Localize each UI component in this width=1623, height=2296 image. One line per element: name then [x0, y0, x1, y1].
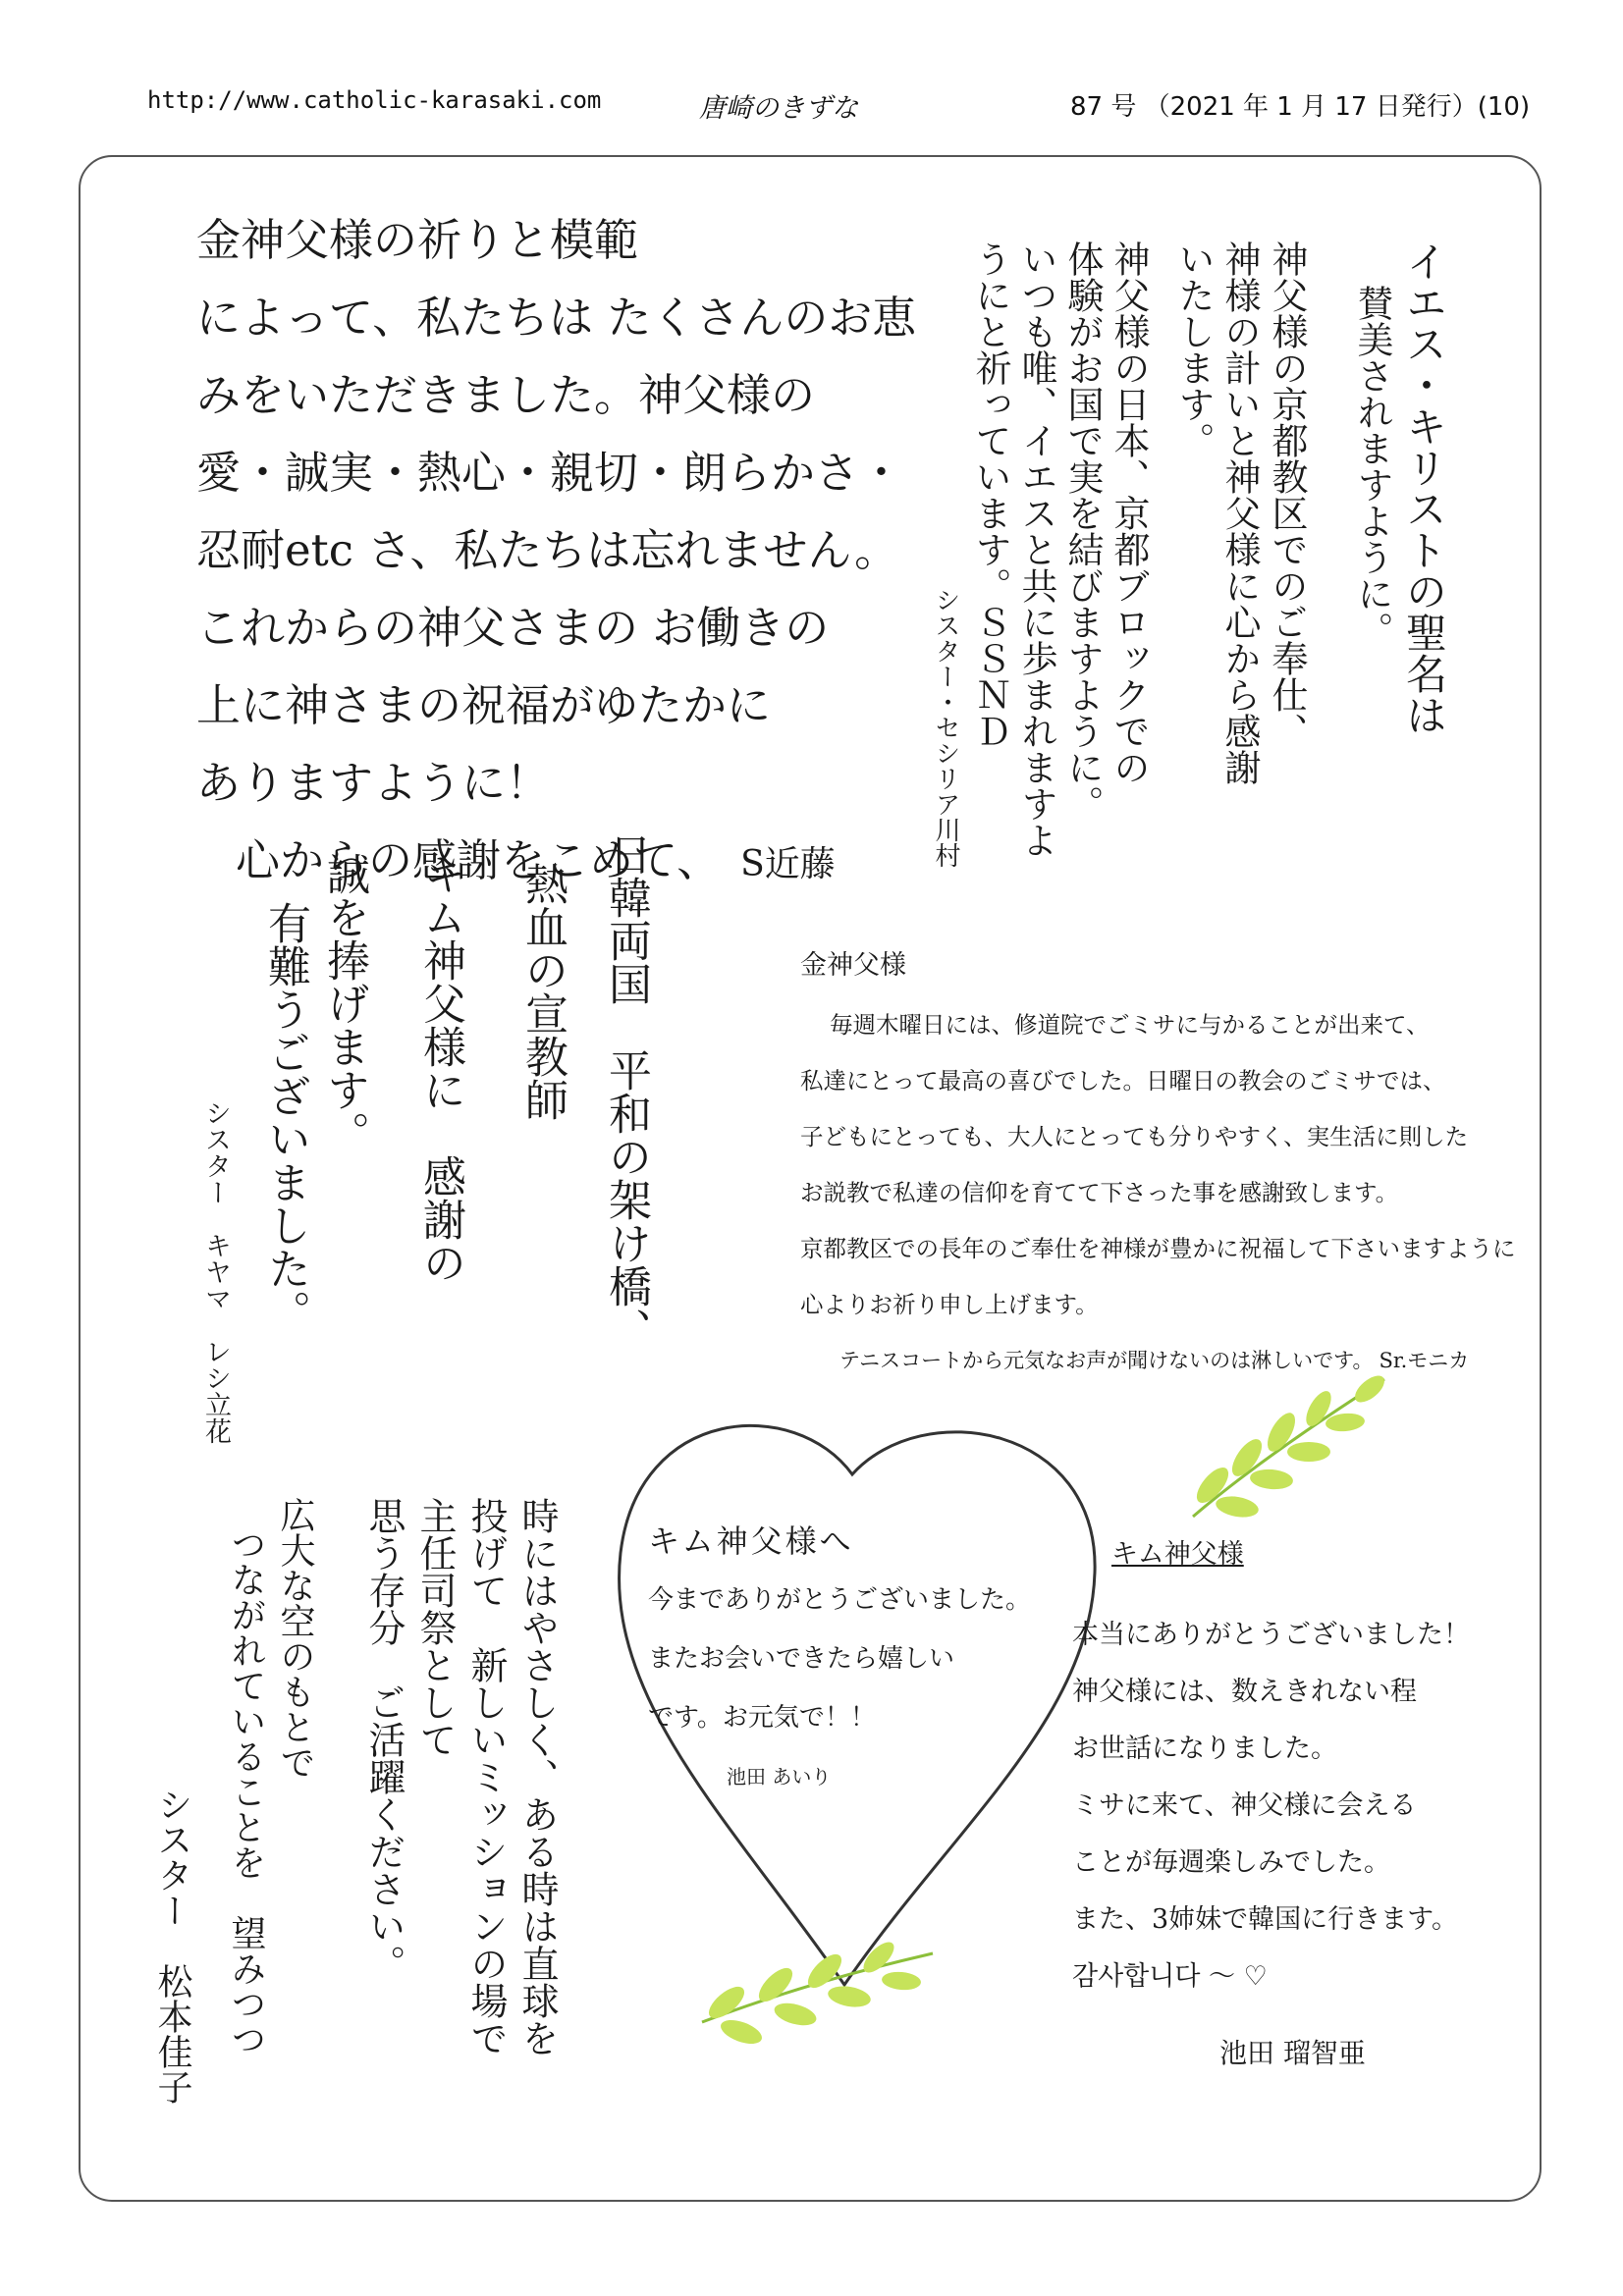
- ssnd-col: 神父様の京都教区でのご奉仕、: [1266, 240, 1308, 749]
- matsumoto-col: 投げて 新しいミッションの場で: [464, 1497, 508, 2056]
- ikeda-line: 本当にありがとうございました！: [1072, 1620, 1470, 1650]
- leaf-branch-icon: [1173, 1360, 1399, 1531]
- monica-line: 毎週木曜日には、修道院でごミサに与かることが出来て、: [830, 1011, 1430, 1039]
- matsumoto-col: 思う存分 ご活躍ください。: [362, 1497, 406, 1982]
- kim-line: みをいただきました。神父様の: [196, 369, 816, 421]
- matsumoto-col: 広大な空のもとで: [275, 1497, 315, 1780]
- monica-line: 京都教区での長年のご奉仕を神様が豊かに祝福して下さいますように: [800, 1235, 1516, 1262]
- kiyama-col: 日韓両国 平和の架け橋、: [601, 832, 651, 1351]
- ssnd-col: うにと祈っています。ＳＳＮＤ: [969, 240, 1011, 749]
- ssnd-col: 神様の計いと神父様に心から感謝: [1218, 240, 1261, 785]
- monica-line: 私達にとって最高の喜びでした。日曜日の教会のごミサでは、: [800, 1067, 1446, 1095]
- kiyama-col: 熱血の宣教師: [517, 862, 568, 1121]
- ssnd-col: 賛美されますように。: [1351, 285, 1393, 648]
- ikeda-line: ミサに来て、神父様に会える: [1072, 1790, 1417, 1821]
- ikeda-line: 감사합니다 ～ ♡: [1072, 1961, 1268, 1992]
- matsumoto-col: 時にはやさしく、ある時は直球を: [515, 1497, 559, 2056]
- monica-signature: Sr.モニカ: [1379, 1349, 1470, 1372]
- ikeda-line: ことが毎週楽しみでした。: [1072, 1847, 1390, 1878]
- ssnd-col: いたします。: [1172, 240, 1215, 458]
- ssnd-col: イエス・キリストの聖名は: [1400, 240, 1448, 735]
- matsumoto-col: 主任司祭として: [413, 1497, 457, 1758]
- ikeda-line: また、3姉妹で韓国に行きます。: [1072, 1904, 1459, 1935]
- kim-line: 金神父様の祈りと模範: [196, 214, 639, 266]
- monica-title: 金神父様: [800, 950, 906, 981]
- monica-line: お説教で私達の信仰を育てて下さった事を感謝致します。: [800, 1179, 1399, 1206]
- ssnd-col: いつも唯、イエスと共に歩まれますよ: [1015, 240, 1057, 858]
- kim-line: ありますように！: [196, 757, 551, 809]
- leaf-branch-icon: [687, 1924, 943, 2052]
- ssnd-col: 体験がお国で実を結びますように。: [1061, 240, 1104, 822]
- ikeda-signature: 池田 瑠智亜: [1219, 2037, 1366, 2069]
- kim-line: これからの神父さまの お働きの: [196, 602, 830, 654]
- ikeda-title: キム神父様: [1111, 1539, 1244, 1570]
- heart-title: キム神父様へ: [648, 1522, 854, 1560]
- kiyama-col: 有難うございました。: [260, 901, 310, 1333]
- kim-line: によって、私たちは たくさんのお恵: [196, 292, 917, 344]
- kiyama-col: 誠を捧げます。: [319, 852, 369, 1154]
- kim-closing-text: 心からの感謝をこめて、: [236, 834, 722, 886]
- heart-signature: 池田 あいり: [727, 1765, 832, 1789]
- heart-line: です。お元気で！！: [648, 1703, 876, 1733]
- header-url: http://www.catholic-karasaki.com: [147, 86, 602, 114]
- kiyama-col: キム神父様に 感謝の: [415, 852, 465, 1284]
- kim-message: [196, 201, 917, 903]
- matsumoto-signature: シスター 松本佳子: [152, 1787, 192, 2105]
- header-title: 唐崎のきずな: [699, 93, 858, 124]
- kim-line: 上に神さまの祝福がゆたかに: [196, 679, 772, 731]
- matsumoto-col: つながれていることを 望みつつ: [226, 1526, 266, 2056]
- header-issue: 87 号 （2021 年 1 月 17 日発行）(10): [1070, 92, 1531, 122]
- kim-line: 愛・誠実・熱心・親切・朗らかさ・: [196, 447, 904, 499]
- ikeda-message: [1072, 1526, 1504, 2082]
- monica-line: 子どもにとっても、大人にとっても分りやすく、実生活に則した: [800, 1123, 1469, 1150]
- monica-line: テニスコートから元気なお声が聞けないのは淋しいです。: [839, 1349, 1374, 1372]
- monica-line: 心よりお祈り申し上げます。: [800, 1291, 1099, 1318]
- kim-signature: S近藤: [740, 844, 836, 884]
- ssnd-signature: シスター・セシリア川村: [931, 587, 960, 868]
- heart-message: [648, 1512, 1080, 1806]
- ikeda-line: お世話になりました。: [1072, 1734, 1337, 1764]
- monica-message: [800, 937, 1527, 1389]
- ikeda-line: 神父様には、数えきれない程: [1072, 1677, 1417, 1707]
- ssnd-col: 神父様の日本、京都ブロックでの: [1108, 240, 1150, 785]
- heart-line: 今までありがとうございました。: [648, 1585, 1032, 1615]
- kiyama-signature: シスター キヤマ レシ立花: [200, 1099, 231, 1444]
- heart-line: またお会いできたら嬉しい: [648, 1644, 955, 1674]
- kim-line: 忍耐etc さ、私たちは忘れません。: [196, 524, 899, 576]
